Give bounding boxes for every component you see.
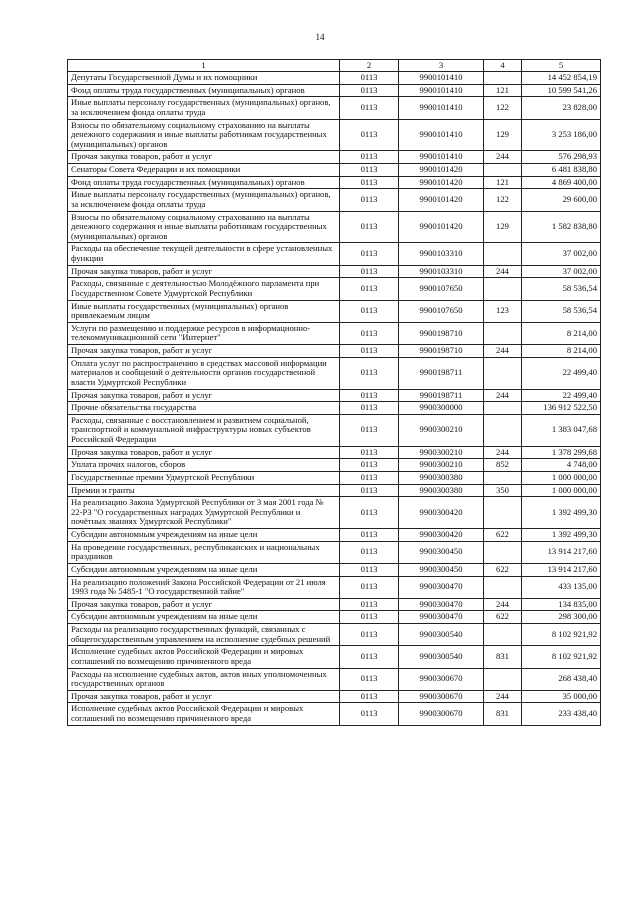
table-row	[68, 598, 601, 611]
row-expense-type	[484, 243, 522, 265]
row-expense-type: 244	[484, 345, 522, 358]
table-row	[68, 563, 601, 576]
row-expense-type: 244	[484, 389, 522, 402]
row-name: Взносы по обязательному социальному страхованию на выплаты денежного содержания и иные выплаты работникам государственных (муниципальных) органов	[68, 119, 340, 151]
row-expense-type	[484, 402, 522, 415]
row-expense-type	[484, 576, 522, 598]
row-article: 9900300380	[399, 484, 484, 497]
row-name: Расходы, связанные с восстановлением и развитием социальной, транспортной и коммунальной инфраструктуры новых субъектов Российской Федерации	[68, 414, 340, 446]
row-section: 0113	[340, 484, 399, 497]
table-row	[68, 345, 601, 358]
header-section: 2	[340, 60, 399, 72]
row-article: 9900300420	[399, 497, 484, 529]
row-section: 0113	[340, 402, 399, 415]
table-row	[68, 176, 601, 189]
row-amount: 1 000 000,00	[522, 484, 601, 497]
row-article: 9900300450	[399, 563, 484, 576]
row-amount: 576 298,93	[522, 151, 601, 164]
row-amount: 136 912 522,50	[522, 402, 601, 415]
table-row	[68, 265, 601, 278]
table-row	[68, 703, 601, 725]
row-section: 0113	[340, 300, 399, 322]
table-row	[68, 576, 601, 598]
table-row	[68, 690, 601, 703]
row-article: 9900300210	[399, 414, 484, 446]
row-amount: 14 452 854,19	[522, 72, 601, 85]
row-section: 0113	[340, 446, 399, 459]
table-row	[68, 151, 601, 164]
row-name: Услуги по размещению и поддержке ресурсов в информационно-телекоммуникационной сети "Интернет"	[68, 322, 340, 344]
row-amount: 4 748,00	[522, 459, 601, 472]
row-section: 0113	[340, 624, 399, 646]
header-name: 1	[68, 60, 340, 72]
row-section: 0113	[340, 151, 399, 164]
row-article: 9900103310	[399, 265, 484, 278]
row-name: Прочая закупка товаров, работ и услуг	[68, 151, 340, 164]
table-row	[68, 97, 601, 119]
table-header	[68, 60, 601, 72]
row-amount: 268 438,40	[522, 668, 601, 690]
row-section: 0113	[340, 72, 399, 85]
row-article: 9900300000	[399, 402, 484, 415]
row-article: 9900300540	[399, 624, 484, 646]
row-section: 0113	[340, 357, 399, 389]
row-amount: 1 000 000,00	[522, 471, 601, 484]
row-name: На реализацию Закона Удмуртской Республики от 3 мая 2001 года № 22-РЗ "О государственных наградах Удмуртской Республики и почётных званиях Удмуртской Республики"	[68, 497, 340, 529]
row-amount: 13 914 217,60	[522, 541, 601, 563]
row-article: 9900300450	[399, 541, 484, 563]
table-row	[68, 414, 601, 446]
row-expense-type: 123	[484, 300, 522, 322]
row-expense-type: 129	[484, 119, 522, 151]
table-row	[68, 484, 601, 497]
page-number: 14	[315, 32, 325, 42]
row-article: 9900101420	[399, 211, 484, 243]
row-name: Оплата услуг по распространению в средствах массовой информации материалов и сообщений о деятельности органов государственной власти Удмуртской Республики	[68, 357, 340, 389]
row-name: Иные выплаты государственных (муниципальных) органов привлекаемым лицам	[68, 300, 340, 322]
table-row	[68, 446, 601, 459]
row-expense-type	[484, 164, 522, 177]
table-row	[68, 497, 601, 529]
row-amount: 1 392 499,30	[522, 529, 601, 542]
row-name: Сенаторы Совета Федерации и их помощники	[68, 164, 340, 177]
table-row	[68, 84, 601, 97]
row-section: 0113	[340, 211, 399, 243]
row-name: Прочие обязательства государства	[68, 402, 340, 415]
row-section: 0113	[340, 703, 399, 725]
budget-table	[67, 59, 601, 726]
row-name: Прочая закупка товаров, работ и услуг	[68, 265, 340, 278]
row-name: Государственные премии Удмуртской Республики	[68, 471, 340, 484]
row-expense-type	[484, 414, 522, 446]
row-amount: 8 214,00	[522, 322, 601, 344]
row-article: 9900198711	[399, 357, 484, 389]
row-amount: 8 214,00	[522, 345, 601, 358]
row-amount: 6 481 838,80	[522, 164, 601, 177]
row-section: 0113	[340, 611, 399, 624]
row-expense-type: 244	[484, 598, 522, 611]
row-name: Прочая закупка товаров, работ и услуг	[68, 345, 340, 358]
row-expense-type: 121	[484, 84, 522, 97]
row-name: На проведение государственных, республиканских и национальных праздников	[68, 541, 340, 563]
row-name: Уплата прочих налогов, сборов	[68, 459, 340, 472]
row-article: 9900300540	[399, 646, 484, 668]
row-article: 9900101410	[399, 72, 484, 85]
row-amount: 13 914 217,60	[522, 563, 601, 576]
row-article: 9900300380	[399, 471, 484, 484]
row-amount: 233 438,40	[522, 703, 601, 725]
row-article: 9900101410	[399, 84, 484, 97]
row-section: 0113	[340, 243, 399, 265]
row-expense-type: 831	[484, 703, 522, 725]
row-article: 9900300670	[399, 703, 484, 725]
table-row	[68, 164, 601, 177]
row-article: 9900300210	[399, 459, 484, 472]
row-name: Субсидии автономным учреждениям на иные цели	[68, 611, 340, 624]
row-section: 0113	[340, 414, 399, 446]
table-row	[68, 243, 601, 265]
table-body	[68, 72, 601, 726]
table-row	[68, 402, 601, 415]
header-article: 3	[399, 60, 484, 72]
row-name: Субсидии автономным учреждениям на иные цели	[68, 563, 340, 576]
row-section: 0113	[340, 189, 399, 211]
row-article: 9900107650	[399, 278, 484, 300]
row-amount: 8 102 921,92	[522, 646, 601, 668]
row-article: 9900101410	[399, 97, 484, 119]
row-expense-type	[484, 541, 522, 563]
row-article: 9900101410	[399, 119, 484, 151]
row-expense-type: 244	[484, 151, 522, 164]
row-amount: 3 253 186,00	[522, 119, 601, 151]
row-section: 0113	[340, 459, 399, 472]
row-expense-type	[484, 497, 522, 529]
row-name: Исполнение судебных актов Российской Федерации и мировых соглашений по возмещению причиненного вреда	[68, 646, 340, 668]
row-name: Иные выплаты персоналу государственных (муниципальных) органов, за исключением фонда оплаты труда	[68, 97, 340, 119]
row-section: 0113	[340, 345, 399, 358]
row-article: 9900198710	[399, 322, 484, 344]
row-amount: 1 392 499,30	[522, 497, 601, 529]
row-name: Расходы на обеспечение текущей деятельности в сфере установленных функции	[68, 243, 340, 265]
row-amount: 10 599 541,26	[522, 84, 601, 97]
row-expense-type	[484, 278, 522, 300]
table-row	[68, 189, 601, 211]
row-expense-type: 122	[484, 97, 522, 119]
row-amount: 58 536,54	[522, 300, 601, 322]
row-section: 0113	[340, 690, 399, 703]
header-expense-type: 4	[484, 60, 522, 72]
row-expense-type: 244	[484, 690, 522, 703]
row-expense-type	[484, 357, 522, 389]
table-row	[68, 119, 601, 151]
row-amount: 1 378 299,68	[522, 446, 601, 459]
row-expense-type: 129	[484, 211, 522, 243]
table-row	[68, 300, 601, 322]
table-row	[68, 529, 601, 542]
row-article: 9900107650	[399, 300, 484, 322]
header-row	[68, 60, 601, 72]
table-row	[68, 211, 601, 243]
row-name: Прочая закупка товаров, работ и услуг	[68, 446, 340, 459]
row-amount: 37 002,00	[522, 243, 601, 265]
row-name: Депутаты Государственной Думы и их помощники	[68, 72, 340, 85]
row-section: 0113	[340, 265, 399, 278]
row-expense-type: 121	[484, 176, 522, 189]
row-name: Взносы по обязательному социальному страхованию на выплаты денежного содержания и иные выплаты работникам государственных (муниципальных) органов	[68, 211, 340, 243]
row-amount: 4 869 400,00	[522, 176, 601, 189]
row-section: 0113	[340, 84, 399, 97]
row-amount: 8 102 921,92	[522, 624, 601, 646]
row-article: 9900101420	[399, 176, 484, 189]
row-article: 9900101420	[399, 164, 484, 177]
row-amount: 1 582 838,80	[522, 211, 601, 243]
row-name: Прочая закупка товаров, работ и услуг	[68, 690, 340, 703]
table-row	[68, 471, 601, 484]
row-section: 0113	[340, 176, 399, 189]
row-section: 0113	[340, 119, 399, 151]
row-amount: 37 002,00	[522, 265, 601, 278]
row-section: 0113	[340, 529, 399, 542]
row-expense-type: 350	[484, 484, 522, 497]
row-expense-type	[484, 668, 522, 690]
row-name: Расходы, связанные с деятельностью Молодёжного парламента при Государственном Совете Удмуртской Республики	[68, 278, 340, 300]
row-section: 0113	[340, 97, 399, 119]
table-row	[68, 668, 601, 690]
row-section: 0113	[340, 322, 399, 344]
row-section: 0113	[340, 646, 399, 668]
row-section: 0113	[340, 471, 399, 484]
row-name: Прочая закупка товаров, работ и услуг	[68, 598, 340, 611]
row-article: 9900198710	[399, 345, 484, 358]
row-expense-type: 244	[484, 446, 522, 459]
row-article: 9900300470	[399, 598, 484, 611]
row-article: 9900300670	[399, 668, 484, 690]
row-amount: 23 828,00	[522, 97, 601, 119]
header-amount: 5	[522, 60, 601, 72]
row-article: 9900300210	[399, 446, 484, 459]
table-row	[68, 72, 601, 85]
row-section: 0113	[340, 497, 399, 529]
row-expense-type	[484, 471, 522, 484]
row-amount: 134 835,00	[522, 598, 601, 611]
row-section: 0113	[340, 278, 399, 300]
table-row	[68, 624, 601, 646]
table-row	[68, 611, 601, 624]
row-expense-type: 831	[484, 646, 522, 668]
table-row	[68, 357, 601, 389]
row-expense-type	[484, 322, 522, 344]
row-name: Субсидии автономным учреждениям на иные цели	[68, 529, 340, 542]
row-name: Расходы на исполнение судебных актов, актов иных уполномоченных государственных органов	[68, 668, 340, 690]
row-amount: 433 135,00	[522, 576, 601, 598]
row-section: 0113	[340, 389, 399, 402]
row-article: 9900300420	[399, 529, 484, 542]
row-expense-type	[484, 72, 522, 85]
row-name: Фонд оплаты труда государственных (муниципальных) органов	[68, 84, 340, 97]
row-amount: 298 300,00	[522, 611, 601, 624]
row-expense-type: 852	[484, 459, 522, 472]
row-article: 9900300470	[399, 611, 484, 624]
table-row	[68, 646, 601, 668]
row-expense-type: 622	[484, 529, 522, 542]
row-name: Исполнение судебных актов Российской Федерации и мировых соглашений по возмещению причиненного вреда	[68, 703, 340, 725]
row-expense-type: 122	[484, 189, 522, 211]
row-name: Прочая закупка товаров, работ и услуг	[68, 389, 340, 402]
row-expense-type	[484, 624, 522, 646]
table-row	[68, 389, 601, 402]
row-expense-type: 622	[484, 611, 522, 624]
row-section: 0113	[340, 576, 399, 598]
row-section: 0113	[340, 563, 399, 576]
row-name: Иные выплаты персоналу государственных (муниципальных) органов, за исключением фонда оплаты труда	[68, 189, 340, 211]
row-name: На реализацию положений Закона Российской Федерации от 21 июля 1993 года № 5485-1 "О государственной тайне"	[68, 576, 340, 598]
row-amount: 1 383 047,68	[522, 414, 601, 446]
row-amount: 35 000,00	[522, 690, 601, 703]
row-article: 9900300670	[399, 690, 484, 703]
row-article: 9900101420	[399, 189, 484, 211]
row-section: 0113	[340, 541, 399, 563]
table-row	[68, 459, 601, 472]
row-section: 0113	[340, 164, 399, 177]
row-article: 9900300470	[399, 576, 484, 598]
row-expense-type: 622	[484, 563, 522, 576]
table-row	[68, 541, 601, 563]
row-article: 9900101410	[399, 151, 484, 164]
row-article: 9900103310	[399, 243, 484, 265]
row-amount: 29 600,00	[522, 189, 601, 211]
row-name: Расходы на реализацию государственных функций, связанных с общегосударственным управлением на исполнение судебных решений	[68, 624, 340, 646]
row-section: 0113	[340, 668, 399, 690]
row-name: Фонд оплаты труда государственных (муниципальных) органов	[68, 176, 340, 189]
row-name: Премии и гранты	[68, 484, 340, 497]
table-row	[68, 278, 601, 300]
row-article: 9900198711	[399, 389, 484, 402]
row-amount: 22 499,40	[522, 389, 601, 402]
row-expense-type: 244	[484, 265, 522, 278]
row-section: 0113	[340, 598, 399, 611]
row-amount: 58 536,54	[522, 278, 601, 300]
row-amount: 22 499,40	[522, 357, 601, 389]
table-row	[68, 322, 601, 344]
